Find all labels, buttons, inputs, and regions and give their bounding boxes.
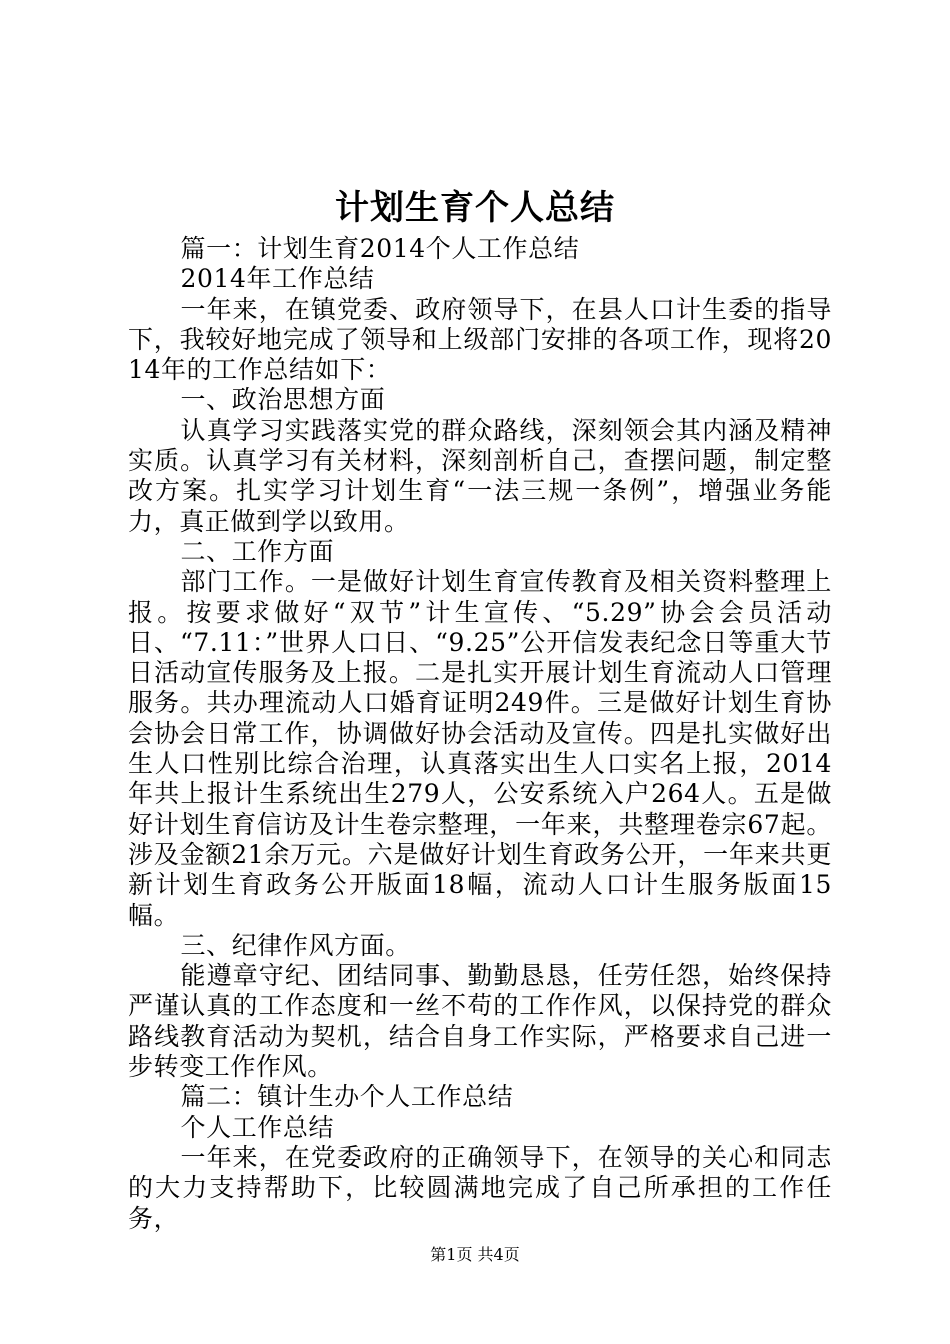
paragraph: 认真学习实践落实党的群众路线，深刻领会其内涵及精神实质。认真学习有关材料，深刻剖析自己，查摆问题，制定整改方案。扎实学习计划生育“一法三规一条例”，增强业务能力，真正做到学以致用。 (128, 415, 832, 536)
document-title: 计划生育个人总结 (335, 188, 615, 228)
page-footer: 第1页 共4页 (430, 1245, 520, 1264)
paragraph: 一年来，在党委政府的正确领导下，在领导的关心和同志的大力支持帮助下，比较圆满地完成了自己所承担的工作任务， (128, 1142, 832, 1233)
paragraph: 一年来，在镇党委、政府领导下，在县人口计生委的指导下，我较好地完成了领导和上级部门安排的各项工作，现将2014年的工作总结如下： (128, 294, 832, 385)
document-body (128, 234, 832, 1234)
paragraph: 部门工作。一是做好计划生育宣传教育及相关资料整理上报。按要求做好“双节”计生宣传、“5.29”协会会员活动日、“7.11：”世界人口日、“9.25”公开信发表纪念日等重大节日活动宣传服务及上报。二是扎实开展计划生育流动人口管理服务。共办理流动人口婚育证明249件。三是做好计划生育协会协会日常工作，协调做好协会活动及宣传。四是扎实做好出生人口性别比综合治理，认真落实出生人口实名上报，2014年共上报计生系统出生279人，公安系统入户264人。五是做好计划生育信访及计生卷宗整理，一年来，共整理卷宗67起。涉及金额21余万元。六是做好计划生育政务公开，一年来共更新计划生育政务公开版面18幅，流动人口计生服务版面15幅。 (128, 567, 832, 930)
paragraph: 2014年工作总结 (180, 264, 375, 294)
paragraph: 篇一：计划生育2014个人工作总结 (180, 234, 580, 263)
section-heading: 一、政治思想方面 (180, 385, 386, 415)
section-heading: 二、工作方面 (180, 536, 335, 566)
paragraph: 篇二：镇计生办个人工作总结 (180, 1082, 514, 1112)
paragraph: 能遵章守纪、团结同事、勤勤恳恳，任劳任怨，始终保持严谨认真的工作态度和一丝不苟的工作作风，以保持党的群众路线教育活动为契机，结合自身工作实际，严格要求自己进一步转变工作作风。 (128, 961, 832, 1082)
section-heading: 三、纪律作风方面。 (180, 930, 411, 960)
paragraph: 个人工作总结 (180, 1112, 335, 1142)
